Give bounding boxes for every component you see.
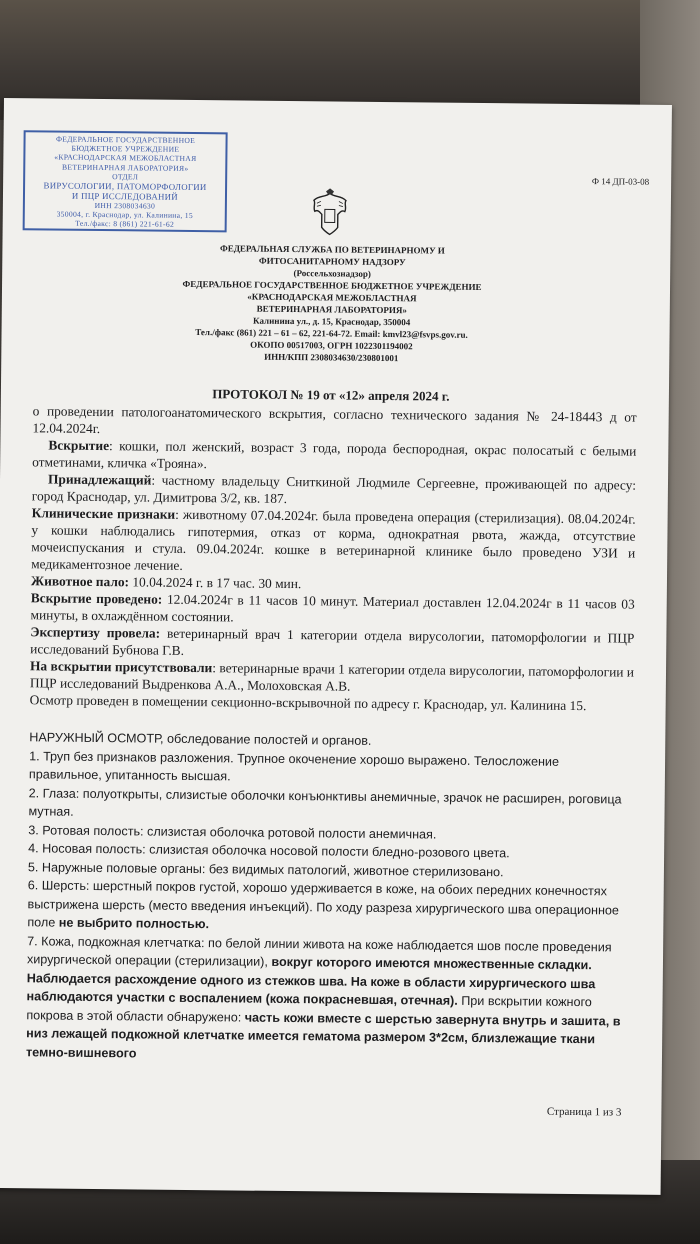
- owner-paragraph: Принадлежащий: частному владельцу Сниткиной Людмиле Сергеевне, проживающей по адресу: город Краснодар, ул. Димитрова 3/2, кв. 187.: [31, 471, 637, 506]
- document-body: [26, 402, 637, 1067]
- page-number: Страница 1 из 3: [546, 1105, 622, 1119]
- list-item: 7. Кожа, подкожная клетчатка: по белой линии живота на коже наблюдается шов после проведения хирургической операции (стерилизации), вокруг которого имеются множественные складки. Наблюдается расхождение одного из стежков шва. На коже в области хирургического шва наблюдаются участки с воспалением (кожа покрасневшая, отечная). При вскрытии кожного покрова в этой области обнаружено: часть кожи вместе с шерстью завернута внутрь и зашита, в низ лежащей подкожной клетчатке имеется гематома размером 3*2см, близлежащие ткани темно-вишневого: [25, 933, 621, 1060]
- list-item: 6. Шерсть: шерстный покров густой, хорошо удерживается в коже, на обоих передних конечностях выстрижена шерсть (место введения инъекций). По ходу разреза хирургического шва операционное поле не выбрито полностью.: [27, 878, 620, 932]
- clinical-paragraph: Клинические признаки: животному 07.04.2024г. была проведена операция (стерилизация). 08.04.2024г. у кошки наблюдались гипотермия, отказ от корма, однократная рвота, жажда, отсутствие мочеиспускания и стула. 09.04.2024г. кошке в ветеринарной клинике было проведено УЗИ и медикаментозное лечение.: [31, 505, 636, 573]
- protocol-title: ПРОТОКОЛ № 19 от «12» апреля 2024 г.: [212, 386, 450, 404]
- list-item: 4. Носовая полость: слизистая оболочка носовой полости бледно-розового цвета.: [28, 841, 510, 861]
- list-item: 5. Наружные половые органы: без видимых патологий, животное стерилизовано.: [27, 859, 504, 879]
- header-block: ФЕДЕРАЛЬНАЯ СЛУЖБА ПО ВЕТЕРИНАРНОМУ И ФИТОСАНИТАРНОМУ НАДЗОРУ (Россельхознадзор) ФЕДЕРАЛЬНОЕ ГОСУДАРСТВЕННОЕ БЮДЖЕТНОЕ УЧРЕЖДЕНИЕ «КРАСНОДАРСКАЯ МЕЖОБЛАСТНАЯ ВЕТЕРИНАРНАЯ ЛАБОРАТОРИЯ» Калинина ул., д. 15, Краснодар, 350004 Тел./факс (861) 221 – 61 – 62, 221-64-72. Email: kmvl23@fsvps.gov.ru. ОКОПО 00517003, ОГРН 1022301194002 ИНН/КПП 2308034630/230801001: [182, 243, 482, 364]
- died-paragraph: Животное пало: 10.04.2024 г. в 17 час. 30 мин.: [30, 573, 302, 592]
- document-page: [0, 98, 672, 1195]
- expert-paragraph: Экспертизу провела: ветеринарный врач 1 категории отдела вирусологии, патоморфологии и ПЦР исследований Бубнова Г.В.: [30, 624, 635, 658]
- list-item: 2. Глаза: полуоткрыты, слизистые оболочки конъюнктивы анемичные, зрачок не расширен, роговица мутная.: [28, 785, 622, 819]
- organization-stamp: ФЕДЕРАЛЬНОЕ ГОСУДАРСТВЕННОЕ БЮДЖЕТНОЕ УЧРЕЖДЕНИЕ «КРАСНОДАРСКАЯ МЕЖОБЛАСТНАЯ ВЕТЕРИНАРНАЯ ЛАБОРАТОРИЯ» ОТДЕЛ ВИРУСОЛОГИИ, ПАТОМОРФОЛОГИИ И ПЦР ИССЛЕДОВАНИЙ ИНН 2308034630 350004, г. Краснодар, ул. Калинина, 15 Тел./факс: 8 (861) 221-61-62: [23, 130, 228, 232]
- autopsy-paragraph: Вскрытие: кошки, пол женский, возраст 3 года, порода беспородная, окрас полосатый с белыми отметинами, кличка «Трояна».: [32, 437, 637, 472]
- list-item: 1. Труп без признаков разложения. Трупное окоченение хорошо выражено. Телосложение правильное, упитанность высшая.: [28, 748, 560, 784]
- coat-of-arms-icon: [305, 187, 356, 240]
- performed-paragraph: Вскрытие проведено: 12.04.2024г в 11 часов 10 минут. Материал доставлен 12.04.2024г в 11 часов 03 минуты, в охлаждённом состоянии.: [30, 590, 635, 625]
- intro-paragraph: о проведении патологоанатомического вскрытия, согласно технического задания № 24-18443 д от 12.04.2024г.: [32, 403, 637, 437]
- section-title: НАРУЖНЫЙ ОСМОТР, обследование полостей и органов.: [29, 730, 372, 748]
- external-exam-section: [26, 728, 633, 1067]
- list-item: 3. Ротовая полость: слизистая оболочка ротовой полости анемичная.: [28, 822, 437, 842]
- form-code: Ф 14 ДП-03-08: [591, 176, 650, 187]
- present-paragraph: На вскрытии присутствовали: ветеринарные врачи 1 категории отдела вирусологии, патоморфологии и ПЦР исследований Выдренкова А.А., Молоховская А.В.: [29, 658, 635, 694]
- place-paragraph: Осмотр проведен в помещении секционно-вскрывочной по адресу г. Краснодар, ул. Калинина 15.: [29, 692, 587, 714]
